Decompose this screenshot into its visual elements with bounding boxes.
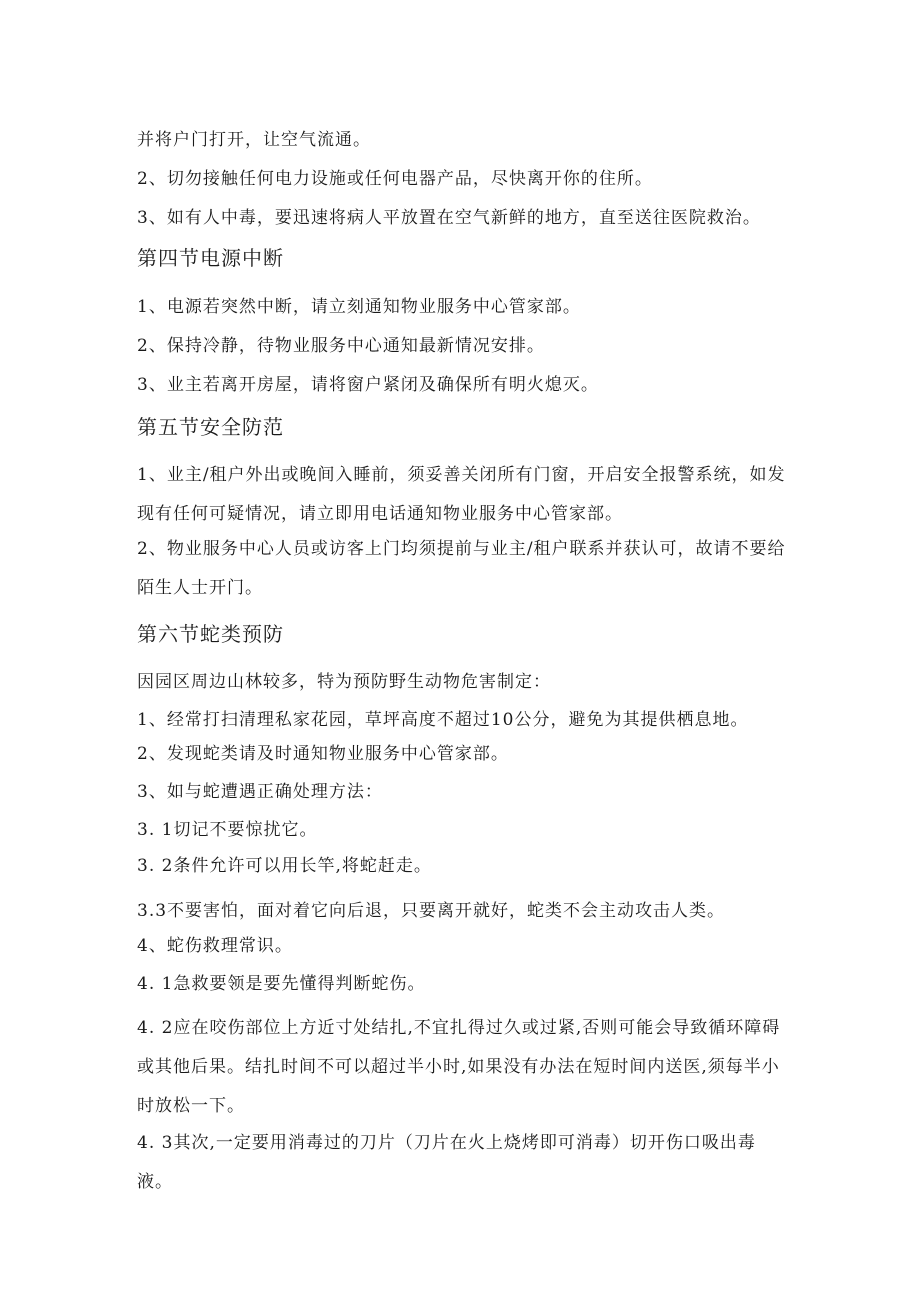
paragraph-4-3: 3、业主若离开房屋，请将窗户紧闭及确保所有明火熄灭。 xyxy=(137,375,599,395)
heading-section-5: 第五节安全防范 xyxy=(137,415,284,439)
paragraph-6-4-3: 4. 3其次,一定要用消毒过的刀片（刀片在火上烧烤即可消毒）切开伤口吸出毒液。 xyxy=(137,1133,756,1192)
paragraph-5-1: 1、业主/租户外出或晚间入睡前，须妥善关闭所有门窗，开启安全报警系统，如发现有任何可疑情况，请立即用电话通知物业服务中心管家部。 xyxy=(137,465,786,524)
paragraph-no-electric: 2、切勿接触任何电力设施或任何电器产品，尽快离开你的住所。 xyxy=(137,169,653,189)
paragraph-poisoning: 3、如有人中毒，要迅速将病人平放置在空气新鲜的地方，直至送往医院救治。 xyxy=(137,208,761,228)
heading-section-6: 第六节蛇类预防 xyxy=(137,622,284,646)
paragraph-6-4: 4、蛇伤救理常识。 xyxy=(137,936,293,956)
paragraph-6-intro: 因园区周边山林较多，特为预防野生动物危害制定： xyxy=(137,672,551,692)
paragraph-6-3-2: 3. 2条件允许可以用长竿,将蛇赶走。 xyxy=(137,856,432,876)
paragraph-5-2: 2、物业服务中心人员或访客上门均须提前与业主/租户联系并获认可，故请不要给陌生人士开门。 xyxy=(137,539,786,598)
paragraph-6-1: 1、经常打扫清理私家花园，草坪高度不超过10公分，避免为其提供栖息地。 xyxy=(137,710,749,730)
paragraph-4-2: 2、保持冷静，待物业服务中心通知最新情况安排。 xyxy=(137,336,545,356)
paragraph-6-3-1: 3. 1切记不要惊扰它。 xyxy=(137,820,318,840)
heading-section-4: 第四节电源中断 xyxy=(137,246,284,270)
paragraph-6-4-1: 4. 1急救要领是要先懂得判断蛇伤。 xyxy=(137,974,426,994)
paragraph-4-1: 1、电源若突然中断，请立刻通知物业服务中心管家部。 xyxy=(137,297,581,317)
paragraph-6-4-2: 4. 2应在咬伤部位上方近寸处结扎,不宜扎得过久或过紧,否则可能会导致循环障碍或其他后果。结扎时间不可以超过半小时,如果没有办法在短时间内送医,须每半小时放松一下。 xyxy=(137,1018,781,1116)
paragraph-6-3: 3、如与蛇遭遇正确处理方法： xyxy=(137,782,383,802)
paragraph-6-3-3: 3.3不要害怕，面对着它向后退，只要离开就好，蛇类不会主动攻击人类。 xyxy=(137,901,726,921)
paragraph-ventilation: 并将户门打开，让空气流通。 xyxy=(137,130,371,150)
paragraph-6-2: 2、发现蛇类请及时通知物业服务中心管家部。 xyxy=(137,744,509,764)
